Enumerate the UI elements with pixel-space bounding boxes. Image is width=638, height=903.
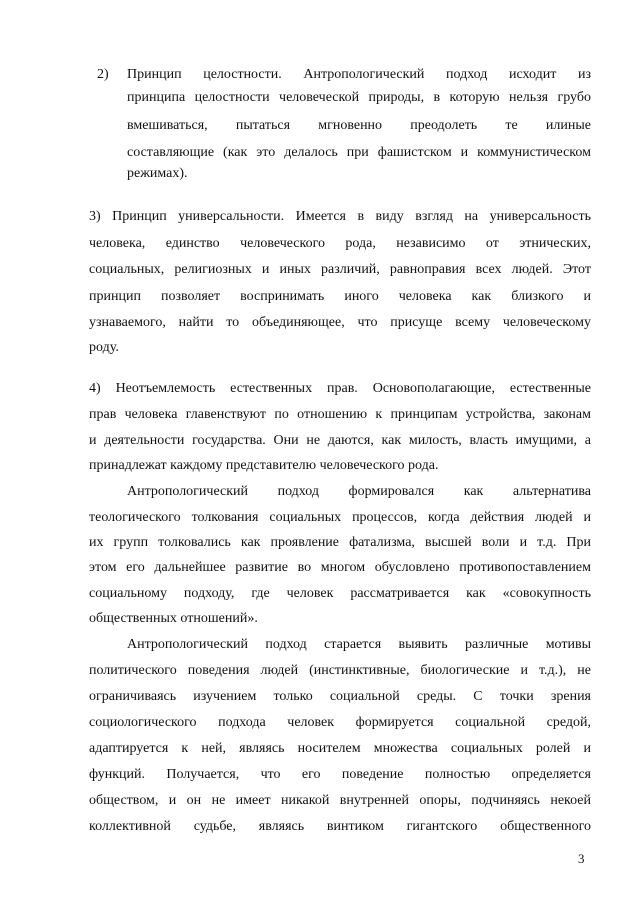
text-line: Антропологический подход старается выявить различные мотивы	[127, 637, 591, 652]
text-line: составляющие (как это делалось при фашистском и коммунистическом	[127, 145, 591, 160]
text-line: коллективной судьбе, являясь винтиком гигантского общественного	[89, 819, 591, 834]
text-line: 4) Неотъемлемость естественных прав. Основополагающие, естественные	[89, 381, 591, 396]
text-line: функций. Получается, что его поведение полностью определяется	[89, 767, 591, 782]
text-line: общественных отношений».	[89, 611, 258, 626]
text-line: обществом, и он не имеет никакой внутренней опоры, подчиняясь некоей	[89, 793, 591, 808]
page-number: 3	[578, 851, 585, 866]
text-line: принцип позволяет воспринимать иного человека как близкого и	[89, 289, 591, 304]
text-line: роду.	[89, 340, 119, 355]
text-line: прав человека главенствуют по отношению к принципам устройства, законам	[89, 407, 591, 422]
list-number: 2)	[97, 67, 109, 82]
text-line: теологического толкования социальных процессов, когда действия людей и	[89, 510, 591, 525]
text-line: политического поведения людей (инстинктивные, биологические и т.д.), не	[89, 663, 591, 678]
text-line: и деятельности государства. Они не даются, как милость, власть имущими, а	[89, 433, 591, 448]
text-line: ограничиваясь изучением только социальной среды. С точки зрения	[89, 689, 591, 704]
text-line: узнаваемого, найти то объединяющее, что присуще всему человеческому	[89, 315, 591, 330]
text-line: адаптируется к ней, являясь носителем множества социальных ролей и	[89, 741, 591, 756]
text-line: социологического подхода человек формируется социальной средой,	[89, 715, 591, 730]
text-line: Принцип целостности. Антропологический подход исходит из	[127, 67, 591, 82]
text-line: принципа целостности человеческой природы, в которую нельзя грубо	[127, 90, 591, 105]
text-line: человека, единство человеческого рода, независимо от этнических,	[89, 236, 591, 251]
text-line: принадлежат каждому представителю человеческого рода.	[89, 458, 439, 473]
text-line: социальных, религиозных и иных различий, равноправия всех людей. Этот	[89, 262, 591, 277]
text-line: режимах).	[127, 166, 188, 181]
text-line: социальному подходу, где человек рассматривается как «совокупность	[89, 586, 591, 601]
text-line: Антропологический подход формировался как альтернатива	[127, 484, 591, 499]
text-line: их групп толковались как проявление фатализма, высшей воли и т.д. При	[89, 535, 591, 550]
text-line: вмешиваться, пытаться мгновенно преодолеть те илиные	[127, 118, 591, 133]
text-line: 3) Принцип универсальности. Имеется в виду взгляд на универсальность	[89, 209, 591, 224]
text-line: этом его дальнейшее развитие во многом обусловлено противопоставлением	[89, 560, 591, 575]
